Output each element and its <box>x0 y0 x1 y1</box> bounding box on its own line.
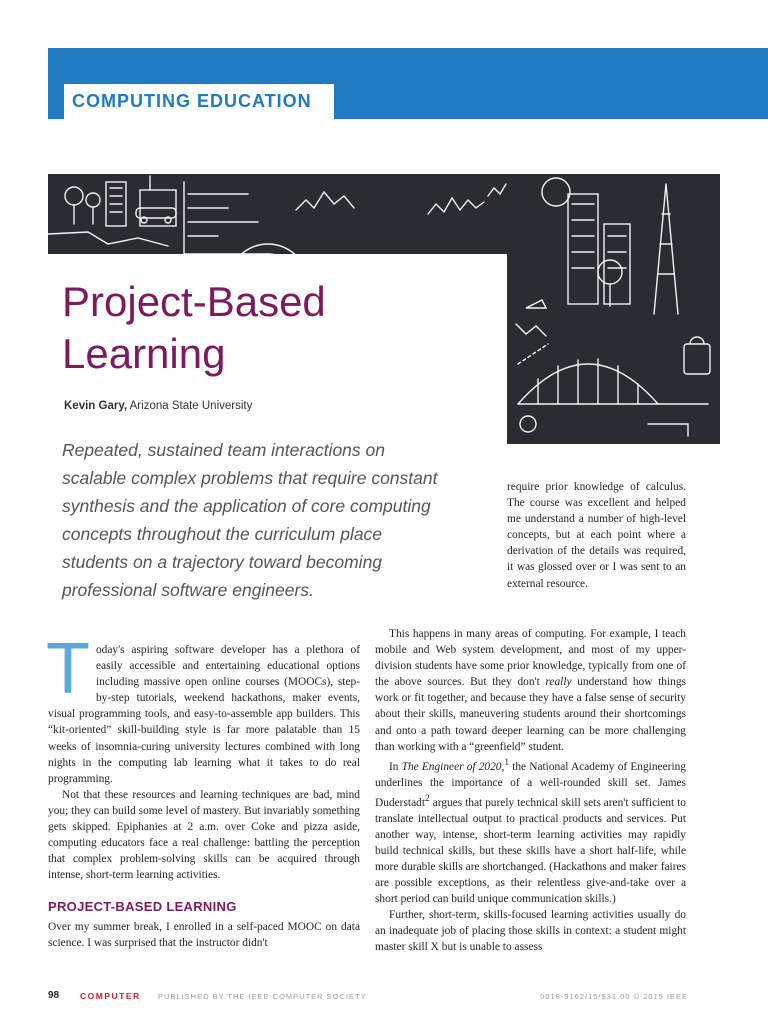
page-footer <box>48 992 688 1006</box>
emphasis: really <box>545 676 572 689</box>
column-1 <box>46 629 360 951</box>
column-2-top <box>507 479 686 592</box>
section-label: COMPUTING EDUCATION <box>64 84 334 119</box>
article-title <box>62 276 326 380</box>
paragraph: Over my summer break, I enrolled in a self-paced MOOC on data science. I was surprised that the instructor didn't <box>48 920 360 949</box>
author-name: Kevin Gary, <box>64 400 128 412</box>
publisher-line: PUBLISHED BY THE IEEE COMPUTER SOCIETY <box>158 992 367 1001</box>
title-line-1: Project-Based <box>62 278 326 325</box>
text-run: the National Academy of Engineering underlines the importance of a well-rounded skill set. James Duderstadt <box>375 760 686 809</box>
reference-marker: 1 <box>504 757 510 768</box>
title-line-2: Learning <box>62 330 226 377</box>
page-number: 98 <box>48 990 60 1001</box>
magazine-name: COMPUTER <box>80 991 141 1001</box>
column-2 <box>375 626 686 955</box>
text-run: In <box>389 760 402 773</box>
paragraph: Not that these resources and learning techniques are bad, mind you; they can build some level of mastery. But invariably something gets skipped. Epiphanies at 2 a.m. over Coke and pizza aside, computing educators face a real challenge: battling the perception that complex problem-solving skills can be acquired through intense, short-term learning activities. <box>48 788 360 882</box>
paragraph: Further, short-term, skills-focused learning activities usually do an inadequate job of placing those skills in context: a student might master skill X but is unable to assess <box>375 909 686 954</box>
paragraph <box>375 626 686 755</box>
drop-cap: T <box>46 629 90 709</box>
paragraph: oday's aspiring software developer has a plethora of easily accessible and entertaining educational options including massive open online courses (MOOCs), step-by-step tutorials, weekend hackathons, maker events, visual programming tools, and easy-to-assemble app builders. This “kit-oriented” skill-building style is far more palatable than 15 weeks of insomnia-curing university lectures combined with long nights in the computing lab learning what it takes to do real programming. <box>48 644 360 785</box>
paragraph: require prior knowledge of calculus. The course was excellent and helped me understand a number of high-level concepts, but at each point where a derivation of the details was required, it was glossed over or I was sent to an external resource. <box>507 481 686 590</box>
doi-line: 0018-9162/15/$31.00 © 2015 IEEE <box>540 992 688 1001</box>
byline <box>64 400 252 412</box>
text-run: This happens in many areas of computing. For example, I teach mobile and Web system development, and most of my upper-division students have some prior knowledge, typically from one of the above sources. But they don't <box>375 628 686 689</box>
book-title: The Engineer of 2020, <box>401 760 505 773</box>
reference-marker: 2 <box>424 793 430 804</box>
text-run: understand how things work or fit together, and because they have a false sense of security about their skills, maneuvering students around their shortcomings and onto a path toward deeper learning can be more challenging than working with a “greenfield” student. <box>375 676 686 753</box>
section-heading: PROJECT-BASED LEARNING <box>48 899 237 915</box>
article-deck: Repeated, sustained team interactions on scalable complex problems that require constant synthesis and the application of core computing concepts throughout the curriculum place students on a trajectory toward becoming professional software engineers. <box>62 440 438 600</box>
text-run: argues that purely technical skill sets aren't sufficient to translate intellectual output to practical products and services. Put another way, intense, short-term learning activities may rapidly build technical skills, but these skills have a short half-life, while more durable skills are shortchanged. (Hackathons and maker faires are possible exceptions, as their relentless give-and-take over a short period can build unique communication skills.) <box>375 796 686 906</box>
author-affiliation: Arizona State University <box>127 400 253 412</box>
paragraph <box>375 755 686 907</box>
